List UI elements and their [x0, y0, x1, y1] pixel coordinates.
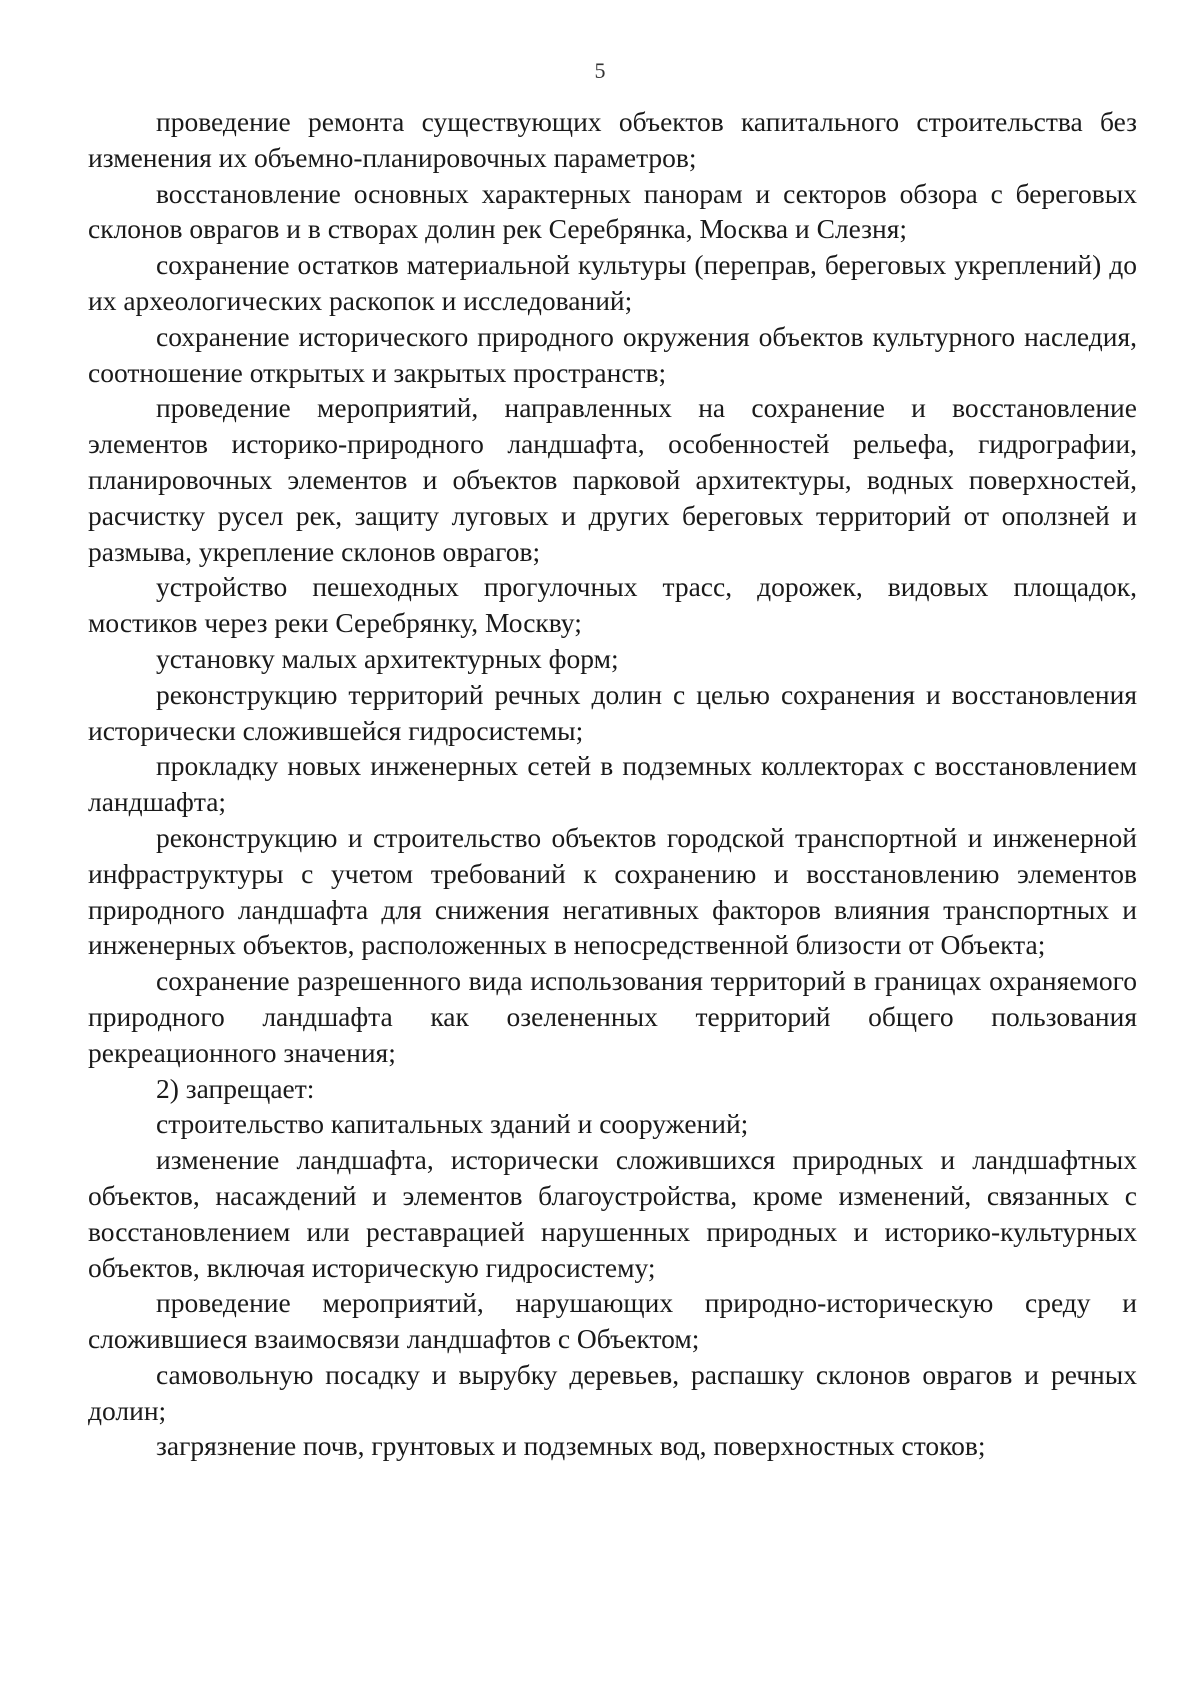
paragraph: проведение мероприятий, нарушающих природно-историческую среду и сложившиеся взаимосвязи ландшафтов с Объектом; [88, 1287, 1137, 1355]
paragraph: проведение ремонта существующих объектов капитального строительства без изменения их объемно-планировочных параметров; [88, 106, 1137, 173]
document-body [88, 104, 1137, 1464]
paragraph: сохранение остатков материальной культуры (переправ, береговых укреплений) до их археологических раскопок и исследований; [88, 249, 1137, 316]
paragraph: проведение мероприятий, направленных на сохранение и восстановление элементов историко-природного ландшафта, особенностей рельефа, гидрографии, планировочных элементов и объектов парковой архитектуры, водных поверхностей, расчистку русел рек, защиту луговых и других береговых территорий от оползней и размыва, укрепление склонов оврагов; [88, 392, 1137, 567]
paragraph: реконструкцию и строительство объектов городской транспортной и инженерной инфраструктуры с учетом требований к сохранению и восстановлению элементов природного ландшафта для снижения негативных факторов влияния транспортных и инженерных объектов, расположенных в непосредственной близости от Объекта; [88, 821, 1137, 961]
paragraph: самовольную посадку и вырубку деревьев, распашку склонов оврагов и речных долин; [88, 1358, 1137, 1426]
paragraph: устройство пешеходных прогулочных трасс, дорожек, видовых площадок, мостиков через реки Серебрянку, Москву; [88, 571, 1137, 639]
page-number: 5 [594, 58, 606, 83]
paragraph: восстановление основных характерных панорам и секторов обзора с береговых склонов оврагов и в створах долин рек Серебрянка, Москва и Слезня; [88, 177, 1137, 245]
paragraph: загрязнение почв, грунтовых и подземных вод, поверхностных стоков; [156, 1430, 986, 1462]
paragraph: прокладку новых инженерных сетей в подземных коллекторах с восстановлением ландшафта; [88, 750, 1137, 818]
paragraph: установку малых архитектурных форм; [156, 642, 619, 674]
paragraph: строительство капитальных зданий и сооружений; [156, 1108, 749, 1140]
paragraph: реконструкцию территорий речных долин с целью сохранения и восстановления исторически сложившейся гидросистемы; [88, 678, 1137, 746]
section-heading-prohibits: 2) запрещает: [156, 1072, 315, 1104]
paragraph: сохранение исторического природного окружения объектов культурного наследия, соотношение открытых и закрытых пространств; [88, 320, 1137, 388]
paragraph: изменение ландшафта, исторически сложившихся природных и ландшафтных объектов, насаждений и элементов благоустройства, кроме изменений, связанных с восстановлением или реставрацией нарушенных природных и историко-культурных объектов, включая историческую гидросистему; [88, 1144, 1137, 1283]
paragraph: сохранение разрешенного вида использования территорий в границах охраняемого природного ландшафта как озелененных территорий общего пользования рекреационного значения; [88, 965, 1137, 1068]
